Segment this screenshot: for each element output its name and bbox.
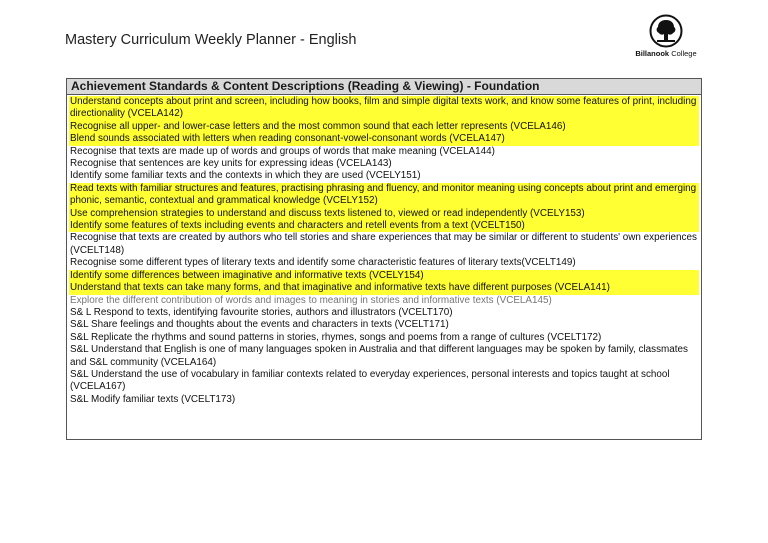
- standard-row: Blend sounds associated with letters when reading consonant-vowel-consonant words (VCELA147): [69, 133, 699, 145]
- tree-icon: [649, 14, 683, 48]
- standard-row: Recognise some different types of literary texts and identify some characteristic features of literary texts(VCELT149): [70, 257, 576, 269]
- standard-row: Identify some differences between imaginative and informative texts (VCELY154): [69, 270, 699, 282]
- standard-row: S&L Share feelings and thoughts about the events and characters in texts (VCELT171): [70, 319, 449, 331]
- standard-row: S&L Replicate the rhythms and sound patterns in stories, rhymes, songs and poems from a range of cultures (VCELT172): [70, 331, 602, 343]
- table-heading: Achievement Standards & Content Descriptions (Reading & Viewing) - Foundation: [67, 79, 701, 95]
- standards-list: [67, 95, 701, 406]
- standards-table: [66, 78, 702, 440]
- college-name: Billanook College: [635, 49, 697, 58]
- standard-row: Identify some familiar texts and the contexts in which they are used (VCELY151): [70, 170, 421, 182]
- standard-row: Understand that texts can take many forms, and that imaginative and informative texts have different purposes (VCELA141): [69, 282, 699, 294]
- standard-row: Recognise all upper- and lower-case letters and the most common sound that each letter represents (VCELA146): [69, 121, 699, 133]
- standard-row: S&L Understand that English is one of many languages spoken in Australia and that different languages may be spoken by family, classmates and S&L community (VCELA164): [70, 344, 688, 368]
- college-logo: [630, 14, 702, 58]
- standard-row: Understand concepts about print and screen, including how books, film and simple digital texts work, and know some features of print, including directionality (VCELA142): [69, 96, 699, 121]
- standard-row: S&L Understand the use of vocabulary in familiar contexts related to everyday experiences, personal interests and topics taught at school (VCELA167): [70, 368, 670, 393]
- standard-row: Use comprehension strategies to understand and discuss texts listened to, viewed or read independently (VCELY153): [69, 208, 699, 220]
- standard-row: S&L Modify familiar texts (VCELT173): [70, 393, 236, 405]
- standard-row: S& L Respond to texts, identifying favourite stories, authors and illustrators (VCELT170): [70, 306, 453, 318]
- standard-row: Read texts with familiar structures and features, practising phrasing and fluency, and monitor meaning using concepts about print and emerging phonic, semantic, contextual and grammatical knowledge (VCELY152): [69, 183, 699, 208]
- standard-row: Recognise that sentences are key units for expressing ideas (VCELA143): [70, 158, 392, 170]
- standard-row: Recognise that texts are created by authors who tell stories and share experiences that may be similar or different to students' own experiences (VCELT148): [70, 232, 697, 256]
- page-title: Mastery Curriculum Weekly Planner - English: [65, 32, 357, 48]
- standard-row: Recognise that texts are made up of words and groups of words that make meaning (VCELA144): [70, 145, 495, 157]
- standard-row: Identify some features of texts including events and characters and retell events from a text (VCELT150): [69, 220, 699, 232]
- standard-row: Explore the different contribution of words and images to meaning in stories and informative texts (VCELA145): [70, 294, 552, 306]
